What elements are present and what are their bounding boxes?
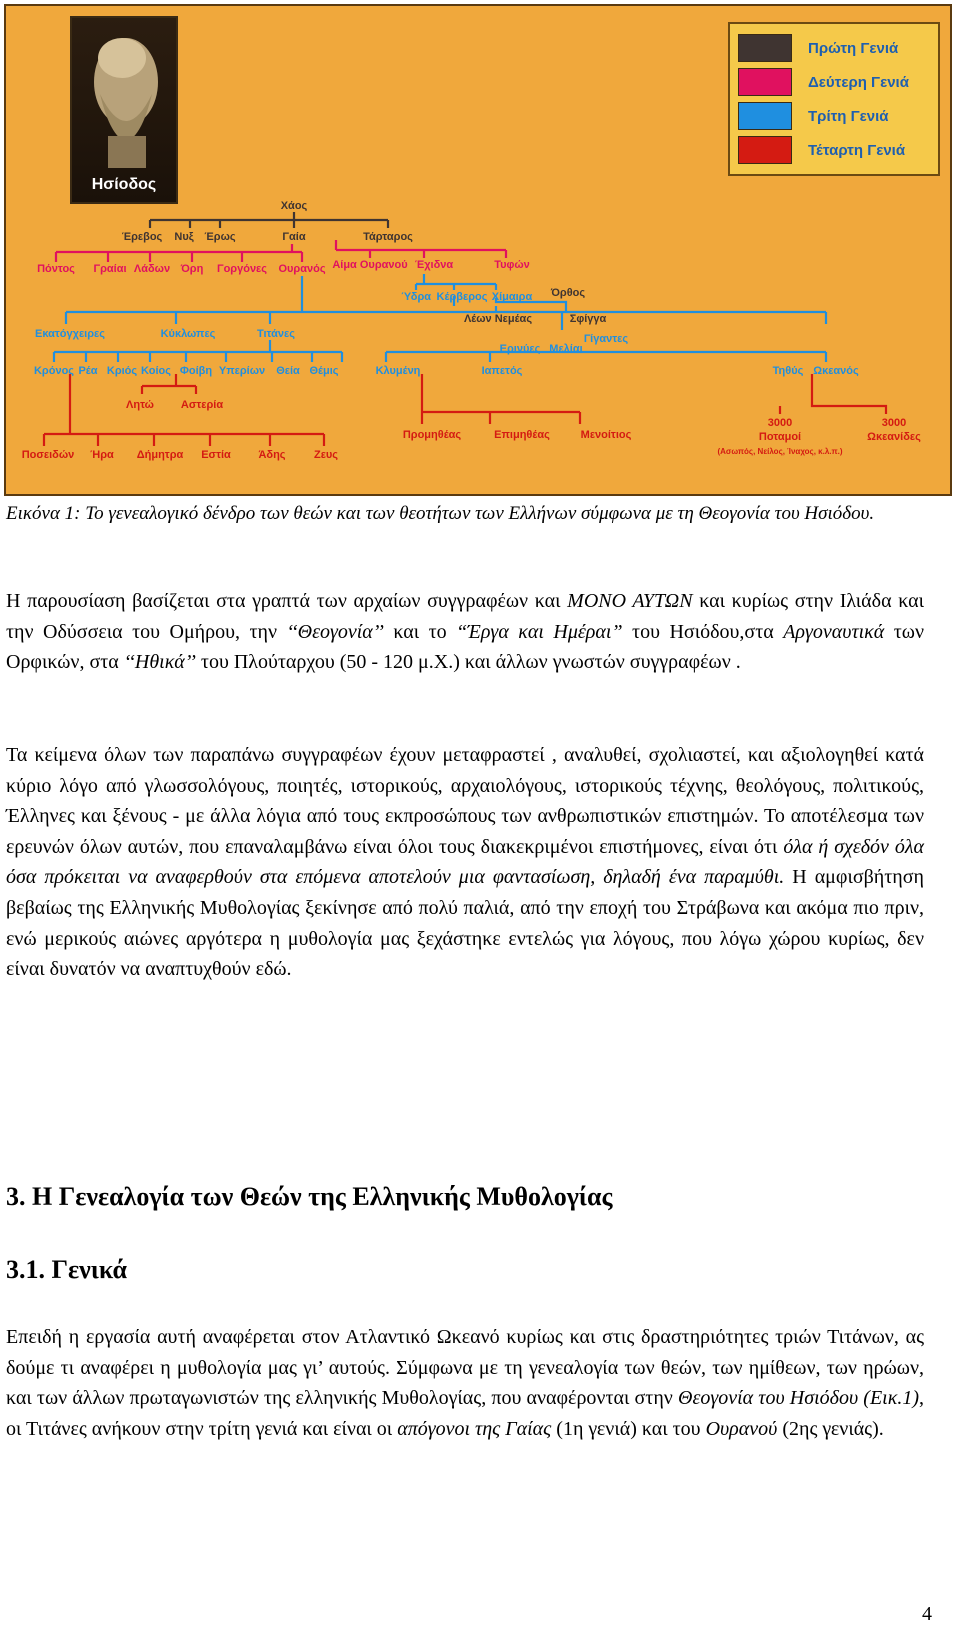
node-ydra: Ύδρα [400, 291, 432, 303]
node-potamoi-note: (Ασωπός, Νείλος, Ίναχος, κ.λ.π.) [717, 447, 843, 456]
node-sfigga: Σφίγγα [569, 313, 607, 325]
node-zeus: Ζευς [313, 449, 339, 461]
genealogy-figure [4, 4, 952, 496]
node-iapetos: Ιαπετός [481, 365, 523, 377]
node-lito: Λητώ [126, 399, 154, 411]
node-ori: Όρη [180, 263, 204, 275]
para1-text: των Ορφικών, στα [6, 620, 925, 674]
node-okeanides: Ωκεανίδες [867, 431, 921, 443]
para3-emphasis: απόγονοι της Γαίας [397, 1417, 552, 1440]
para1-title-ithika: ‘‘Ηθικά’’ [123, 651, 196, 674]
node-ira: Ήρα [90, 449, 114, 461]
para1-title-argonautika: Αργοναυτικά [783, 620, 885, 643]
legend-item-third-generation [738, 102, 934, 130]
node-gigantes: Γίγαντες [583, 333, 629, 345]
legend-item-first-generation [738, 34, 934, 62]
para2-text: Η αμφισβήτηση βεβαίως της Ελληνικής Μυθολογίας ξεκίνησε από πολύ παλιά, από την εποχή του Στράβωνα και ακόμα πιο πριν, ενώ μερικούς αιώνες αργότερα η μυθολογία μας ξεχάστηκε εντελώς για λόγους, που λόγω χώρου κυρίως, δεν είναι δυνατόν να αναπτυχθούν εδώ. [6, 866, 924, 981]
para1-text: και το [383, 620, 457, 643]
node-asteria: Αστερία [180, 399, 224, 411]
legend-item-second-generation [738, 68, 934, 96]
page-number: 4 [922, 1603, 932, 1625]
para3-text: (1η γενιά) και του [551, 1417, 706, 1440]
legend-swatch [738, 34, 792, 62]
node-tyfon: Τυφών [494, 259, 530, 271]
node-ouranos: Ουρανός [278, 263, 326, 275]
node-pontos: Πόντος [37, 263, 75, 275]
legend-swatch [738, 68, 792, 96]
para2-emphasis: όλα ή σχεδόν όλα όσα πρόκειται να αναφερθούν στα επόμενα αποτελούν μια φαντασίωση, δηλαδή ένα παραμύθι. [6, 835, 924, 889]
para1-text: και κυρίως στην Ιλιάδα και την Οδύσσεια του Ομήρου, την [6, 590, 924, 643]
node-kronos: Κρόνος [33, 365, 75, 377]
para1-text: του Ησιόδου,στα [622, 620, 784, 643]
node-koios: Κοίος [141, 365, 171, 377]
generation-legend [728, 22, 940, 176]
node-kyklopes: Κύκλωπες [160, 328, 216, 340]
node-estia: Εστία [201, 449, 231, 461]
para1-title-theogonia: ‘‘Θεογονία’’ [286, 620, 384, 643]
para3-text: Επειδή η εργασία αυτή αναφέρεται στον Ατλαντικό Ωκεανό κυρίως και στις δραστηριότητες τριών Τιτάνων, ας δούμε τι αναφέρει η μυθολογία μας γι’ αυτούς. Σύμφωνα με τη γενεαλογία των θεών, των ημίθεων, των ηρώων, και των άλλων πρωταγωνιστών της ελληνικής Μυθολογίας, που αναφέρονται στην [6, 1326, 924, 1410]
node-promitheas: Προμηθέας [402, 429, 462, 441]
node-meliai: Μελίαι [549, 343, 583, 355]
node-graiai: Γραίαι [93, 263, 127, 275]
node-gaia: Γαία [282, 231, 306, 243]
paragraph-general [6, 1322, 924, 1444]
node-echidna: Έχιδνα [414, 259, 454, 271]
para3-emphasis: Θεογονία του Ησιόδου (Εικ.1) [678, 1387, 919, 1410]
node-rea: Ρέα [78, 365, 98, 377]
node-tithys: Τηθύς [772, 365, 804, 377]
node-menoitios: Μενοίτιος [580, 429, 632, 441]
node-potamoi-number: 3000 [767, 417, 793, 429]
node-themis: Θέμις [309, 365, 339, 377]
subsection-heading: 3.1. Γενικά [6, 1255, 128, 1284]
node-gorgones: Γοργόνες [216, 263, 268, 275]
node-foivi: Φοίβη [179, 365, 213, 377]
node-poseidon: Ποσειδών [21, 449, 75, 461]
node-nyx: Νυξ [174, 231, 194, 243]
para3-emphasis: Ουρανού [705, 1417, 778, 1440]
node-yperion: Υπερίων [218, 365, 266, 377]
figure-caption: Εικόνα 1: Το γενεαλογικό δένδρο των θεών και των θεοτήτων των Ελλήνων σύμφωνα με τη Θεογονία του Ησιόδου. [6, 503, 875, 524]
node-adis: Άδης [258, 449, 286, 461]
node-tartaros: Τάρταρος [363, 231, 413, 243]
node-kerveros: Κέρβερος [436, 291, 488, 303]
node-ladon: Λάδων [133, 263, 171, 275]
node-potamoi: Ποταμοί [758, 431, 802, 443]
node-okeanos: Ωκεανός [813, 365, 859, 377]
node-krios: Κριός [106, 365, 138, 377]
node-dimitra: Δήμητρα [136, 449, 184, 461]
hesiod-bust-image [72, 18, 176, 168]
node-ekatogcheires: Εκατόγχειρες [35, 328, 105, 340]
node-okeanides-number: 3000 [881, 417, 907, 429]
para3-text: , οι Τιτάνες ανήκουν στην τρίτη γενιά και είναι οι [6, 1387, 924, 1440]
node-erebos: Έρεβος [121, 231, 163, 243]
node-chimaira: Χίμαιρα [491, 291, 533, 303]
para3-text: (2ης γενιάς). [777, 1417, 884, 1440]
para1-text: Η παρουσίαση βασίζεται στα γραπτά των αρχαίων συγγραφέων και [6, 590, 568, 612]
legend-swatch [738, 136, 792, 164]
node-theia: Θεία [276, 365, 300, 377]
legend-label: Τρίτη Γενιά [808, 108, 889, 125]
portrait-label: Ησίοδος [91, 176, 157, 193]
first-generation-lines [150, 212, 388, 228]
paragraph-intro [6, 586, 924, 678]
node-epimitheas: Επιμηθέας [494, 429, 550, 441]
node-klymeni: Κλυμένη [375, 365, 421, 377]
node-aima-ouranou: Αίμα Ουρανού [332, 259, 408, 271]
third-generation-lines [54, 274, 826, 362]
legend-label: Τέταρτη Γενιά [808, 142, 906, 159]
legend-label: Δεύτερη Γενιά [808, 74, 909, 91]
node-eros: Έρως [204, 231, 236, 243]
para1-emphasis: ΜΟΝΟ ΑΥΤΩΝ [567, 590, 693, 612]
node-orthos: Όρθος [550, 287, 586, 299]
node-titanes: Τιτάνες [256, 328, 296, 340]
legend-swatch [738, 102, 792, 130]
legend-item-fourth-generation [738, 136, 934, 164]
section-heading: 3. Η Γενεαλογία των Θεών της Ελληνικής Μυθολογίας [6, 1182, 613, 1211]
paragraph-translations [6, 740, 924, 985]
node-erinyes: Ερινύες [499, 343, 541, 355]
hesiod-portrait [70, 16, 178, 204]
para1-text: του Πλούταρχου (50 - 120 μ.Χ.) και άλλων γνωστών συγγραφέων . [195, 651, 741, 674]
legend-label: Πρώτη Γενιά [808, 40, 899, 57]
para2-text: Τα κείμενα όλων των παραπάνω συγγραφέων έχουν μεταφραστεί , αναλυθεί, σχολιαστεί, και αξιολογηθεί κατά κύριο λόγο από γλωσσολόγους, ποιητές, ιστορικούς, αρχαιολόγους, ιστορικούς τέχνης, θεολόγους, πολιτικούς, Έλληνες και ξένους - με άλλα λόγια από τους εκπροσώπους των ανθρωπιστικών επιστημών. Το αποτέλεσμα των ερευνών όλων αυτών, που επαναλαμβάνω είναι όλοι τους διακεκριμένοι επιστήμονες, είναι ότι [6, 744, 924, 858]
node-leon-nemeas: Λέων Νεμέας [463, 313, 533, 325]
para1-title-erga: “Έργα και Ημέραι” [456, 620, 623, 643]
node-chaos: Χάος [280, 200, 308, 212]
